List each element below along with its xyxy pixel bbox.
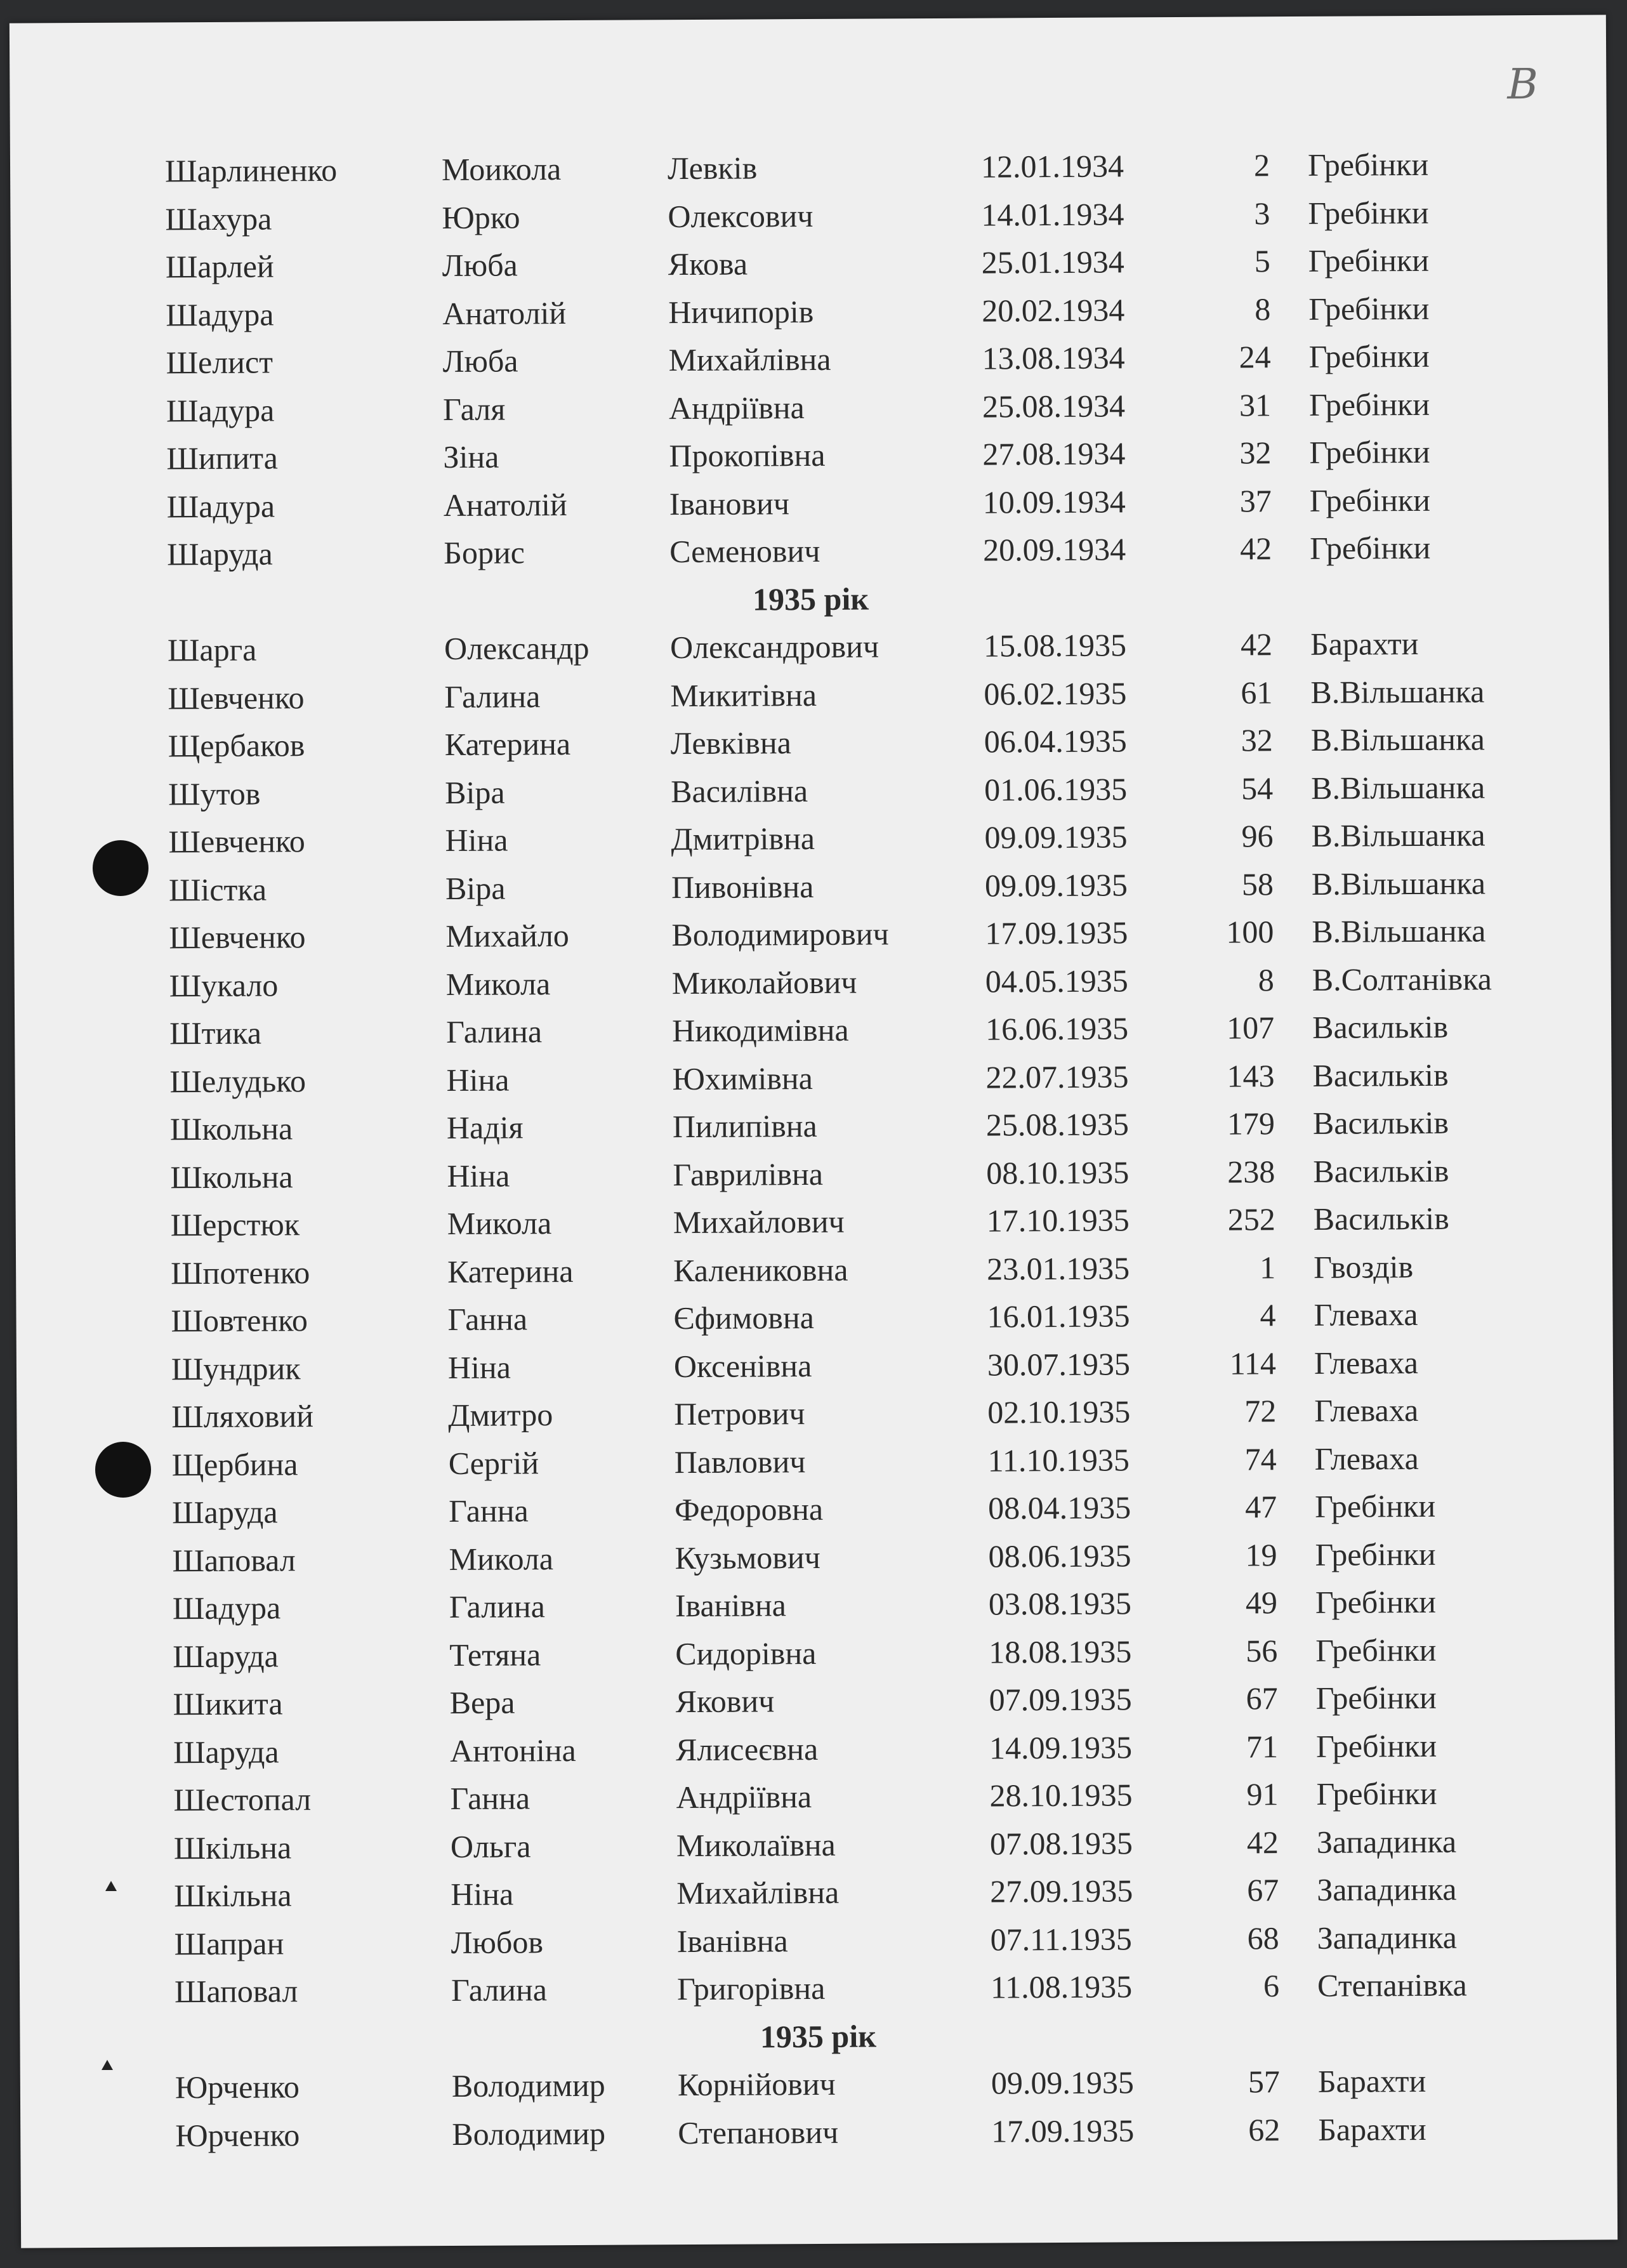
name-cell: Люба (442, 343, 518, 379)
record-number-cell: 2 (1253, 147, 1270, 183)
birth-register-table (10, 15, 1617, 2248)
date-cell: 28.10.1935 (989, 1777, 1133, 1814)
surname-cell: Шарга (167, 631, 257, 668)
surname-cell: Школьна (169, 1111, 293, 1147)
record-number-cell: 31 (1239, 386, 1272, 423)
village-cell: Гребінки (1308, 290, 1430, 327)
village-cell: В.Вільшанка (1311, 864, 1486, 902)
record-number-cell: 238 (1227, 1153, 1275, 1190)
date-cell: 01.06.1935 (984, 770, 1128, 808)
patronymic-cell: Сидорівна (675, 1635, 817, 1671)
table-row (16, 1193, 1612, 1249)
surname-cell: Шестопал (173, 1781, 312, 1818)
record-number-cell: 8 (1258, 961, 1274, 998)
date-cell: 07.09.1935 (989, 1681, 1132, 1718)
record-number-cell: 114 (1229, 1345, 1277, 1381)
patronymic-cell: Ничипорів (668, 293, 814, 330)
patronymic-cell: Миколаївна (676, 1826, 836, 1863)
record-number-cell: 71 (1246, 1728, 1279, 1764)
patronymic-cell: Якович (675, 1683, 775, 1720)
name-cell: Тетяна (449, 1636, 541, 1673)
record-number-cell: 42 (1240, 626, 1273, 663)
table-row (18, 1768, 1615, 1824)
record-number-cell: 67 (1246, 1680, 1278, 1717)
name-cell: Михайло (445, 918, 569, 954)
name-cell: Віра (445, 774, 505, 810)
patronymic-cell: Іванівна (676, 1922, 788, 1959)
surname-cell: Шаповал (172, 1541, 296, 1578)
date-cell: 16.01.1935 (987, 1298, 1130, 1335)
name-cell: Ольга (450, 1828, 531, 1864)
name-cell: Дмитро (448, 1397, 553, 1434)
record-number-cell: 179 (1227, 1105, 1275, 1142)
table-row (19, 1912, 1616, 1968)
table-row (11, 426, 1608, 483)
village-cell: Гребінки (1315, 1679, 1437, 1716)
date-cell: 14.09.1935 (989, 1729, 1133, 1766)
name-cell: Віра (445, 870, 506, 906)
patronymic-cell: Андріївна (668, 389, 805, 426)
surname-cell: Шахура (165, 200, 272, 237)
surname-cell: Шаруда (167, 536, 273, 572)
table-row (18, 1625, 1614, 1681)
village-cell: Гребінки (1310, 529, 1431, 566)
surname-cell: Шукало (169, 966, 279, 1003)
surname-cell: Шістка (168, 871, 267, 907)
date-cell: 11.08.1935 (990, 1968, 1133, 2005)
name-cell: Сергій (448, 1444, 539, 1481)
table-row (20, 2055, 1617, 2112)
village-cell: В.Вільшанка (1311, 768, 1485, 806)
patronymic-cell: Михайлівна (676, 1874, 840, 1911)
name-cell: Галина (451, 1972, 548, 2008)
tick-mark (105, 1881, 117, 1891)
name-cell: Галина (444, 678, 541, 715)
village-cell: Васильків (1312, 1057, 1449, 1093)
record-number-cell: 4 (1260, 1297, 1276, 1333)
record-number-cell: 68 (1247, 1920, 1279, 1956)
date-cell: 25.08.1935 (985, 1106, 1130, 1143)
year-heading: 1935 рік (760, 2018, 877, 2054)
table-row (11, 235, 1607, 291)
table-row (20, 2104, 1617, 2160)
surname-cell: Шундрик (171, 1350, 301, 1387)
date-cell: 09.09.1935 (984, 819, 1128, 855)
surname-cell: Шевченко (168, 679, 305, 716)
village-cell: Васильків (1312, 1104, 1449, 1141)
record-number-cell: 56 (1246, 1632, 1278, 1668)
village-cell: Гребінки (1308, 194, 1429, 231)
table-row (13, 762, 1610, 819)
record-number-cell: 67 (1247, 1872, 1279, 1908)
name-cell: Володимир (452, 2115, 606, 2152)
name-cell: Микола (449, 1540, 554, 1577)
village-cell: Гребінки (1308, 338, 1430, 374)
record-number-cell: 72 (1244, 1393, 1277, 1429)
record-number-cell: 5 (1254, 243, 1270, 279)
patronymic-cell: Миколайович (671, 964, 857, 1001)
date-cell: 09.09.1935 (991, 2064, 1134, 2101)
name-cell: Ганна (450, 1780, 530, 1817)
surname-cell: Шадура (166, 392, 275, 428)
surname-cell: Шипита (166, 440, 278, 477)
patronymic-cell: Михайлович (673, 1203, 845, 1241)
surname-cell: Шаруда (173, 1733, 279, 1770)
year-heading: 1935 рік (752, 581, 869, 617)
date-cell: 15.08.1935 (983, 627, 1127, 664)
name-cell: Антоніна (449, 1732, 576, 1769)
table-row (15, 1050, 1611, 1106)
name-cell: Юрко (442, 199, 520, 235)
record-number-cell: 100 (1226, 914, 1274, 950)
table-row (16, 1385, 1613, 1441)
village-cell: Гребінки (1315, 1583, 1437, 1620)
surname-cell: Шикита (173, 1685, 283, 1722)
surname-cell: Юрченко (175, 2069, 300, 2106)
table-row (18, 1576, 1614, 1633)
surname-cell: Шкільна (174, 1877, 292, 1914)
name-cell: Володимир (451, 2067, 605, 2104)
village-cell: Гвоздів (1313, 1248, 1414, 1285)
patronymic-cell: Юхимівна (672, 1060, 813, 1097)
record-number-cell: 107 (1227, 1010, 1275, 1046)
village-cell: В.Солтанівка (1312, 960, 1492, 998)
patronymic-cell: Петрович (674, 1395, 805, 1432)
table-row (15, 954, 1611, 1010)
name-cell: Галя (442, 391, 506, 427)
table-row (16, 1289, 1612, 1345)
table-row (11, 379, 1608, 435)
name-cell: Микола (445, 965, 551, 1002)
name-cell: Ганна (447, 1301, 528, 1338)
surname-cell: Шовтенко (171, 1302, 308, 1339)
village-cell: Гребінки (1309, 482, 1431, 518)
patronymic-cell: Семенович (669, 532, 820, 570)
table-row (11, 331, 1607, 387)
name-cell: Ніна (446, 1062, 510, 1098)
village-cell: Глеваха (1314, 1392, 1419, 1428)
village-cell: Степанівка (1317, 1967, 1467, 2003)
village-cell: Гребінки (1308, 386, 1430, 423)
patronymic-cell: Прокопівна (669, 437, 826, 474)
table-row (17, 1433, 1614, 1489)
date-cell: 23.01.1935 (986, 1249, 1130, 1287)
patronymic-cell: Корнійович (677, 2066, 836, 2103)
table-row (13, 714, 1610, 770)
village-cell: Западинка (1317, 1919, 1458, 1956)
surname-cell: Шпотенко (171, 1254, 310, 1291)
record-number-cell: 1 (1259, 1249, 1276, 1285)
date-cell: 04.05.1935 (985, 962, 1128, 999)
record-number-cell: 8 (1255, 291, 1271, 327)
record-number-cell: 47 (1244, 1489, 1277, 1525)
date-cell: 06.04.1935 (984, 723, 1127, 760)
surname-cell: Шаповал (174, 1973, 298, 2010)
date-cell: 17.09.1935 (985, 914, 1128, 951)
patronymic-cell: Дмитрівна (671, 820, 815, 857)
date-cell: 22.07.1935 (985, 1058, 1129, 1095)
date-cell: 20.02.1934 (982, 291, 1125, 329)
record-number-cell: 32 (1241, 722, 1273, 758)
village-cell: Глеваха (1314, 1440, 1419, 1477)
date-cell: 11.10.1935 (987, 1441, 1130, 1479)
village-cell: Гребінки (1309, 433, 1430, 470)
date-cell: 06.02.1935 (984, 675, 1127, 712)
patronymic-cell: Левківна (670, 725, 792, 761)
name-cell: Люба (442, 247, 518, 284)
table-row (16, 1337, 1613, 1394)
record-number-cell: 61 (1241, 674, 1273, 710)
village-cell: В.Вільшанка (1310, 721, 1485, 758)
page-mark: В (1507, 59, 1539, 109)
village-cell: Гребінки (1314, 1487, 1436, 1524)
surname-cell: Шкільна (173, 1829, 292, 1866)
table-row (17, 1480, 1614, 1537)
surname-cell: Шадура (166, 296, 274, 333)
record-number-cell: 58 (1241, 866, 1274, 902)
patronymic-cell: Михайлівна (668, 341, 831, 378)
surname-cell: Шарлиненко (164, 152, 338, 189)
table-row (19, 1864, 1616, 1920)
date-cell: 13.08.1934 (982, 340, 1125, 376)
date-cell: 18.08.1935 (989, 1633, 1132, 1670)
village-cell: Васильків (1313, 1200, 1449, 1237)
punch-hole (93, 840, 148, 896)
table-row (13, 618, 1609, 675)
name-cell: Катерина (447, 1253, 574, 1289)
date-cell: 10.09.1934 (982, 483, 1126, 520)
patronymic-cell: Олексович (668, 197, 814, 234)
patronymic-cell: Павлович (674, 1443, 806, 1480)
surname-cell: Шаруда (173, 1637, 279, 1674)
record-number-cell: 6 (1263, 1968, 1280, 2004)
surname-cell: Щербина (171, 1446, 298, 1482)
village-cell: В.Вільшанка (1311, 817, 1485, 854)
record-number-cell: 49 (1245, 1585, 1278, 1621)
surname-cell: Шелист (166, 344, 273, 381)
table-row (20, 1960, 1616, 2016)
date-cell: 02.10.1935 (987, 1394, 1131, 1430)
table-row (12, 522, 1609, 579)
record-number-cell: 37 (1239, 482, 1272, 518)
surname-cell: Шаруда (171, 1494, 278, 1531)
name-cell: Зіна (443, 438, 499, 475)
date-cell: 30.07.1935 (987, 1345, 1131, 1383)
date-cell: 17.10.1935 (986, 1202, 1130, 1239)
table-row (13, 810, 1610, 866)
surname-cell: Шадура (166, 487, 275, 524)
document-page (10, 15, 1617, 2248)
surname-cell: Щербаков (168, 727, 305, 764)
tick-mark (102, 2060, 113, 2070)
surname-cell: Шапран (174, 1925, 284, 1961)
patronymic-cell: Володимирович (671, 916, 889, 953)
name-cell: Ніна (447, 1157, 510, 1194)
table-row (18, 1720, 1615, 1777)
village-cell: Глеваха (1314, 1344, 1419, 1381)
date-cell: 09.09.1935 (984, 866, 1128, 904)
surname-cell: Шевченко (168, 823, 305, 860)
date-cell: 08.10.1935 (986, 1154, 1130, 1191)
name-cell: Анатолій (443, 486, 567, 523)
table-row (14, 906, 1611, 962)
record-number-cell: 3 (1254, 195, 1270, 231)
date-cell: 16.06.1935 (985, 1010, 1129, 1047)
name-cell: Галина (449, 1588, 546, 1625)
patronymic-cell: Пивонівна (671, 868, 814, 905)
record-number-cell: 143 (1227, 1057, 1275, 1094)
surname-cell: Шутов (168, 775, 261, 812)
date-cell: 08.06.1935 (988, 1537, 1131, 1574)
record-number-cell: 42 (1240, 531, 1272, 567)
patronymic-cell: Левків (667, 150, 758, 187)
table-row (13, 666, 1609, 723)
village-cell: Барахти (1318, 2111, 1426, 2147)
table-row (11, 283, 1607, 340)
patronymic-cell: Іванович (669, 485, 790, 522)
patronymic-cell: Микитівна (670, 676, 817, 713)
date-cell: 03.08.1935 (988, 1585, 1132, 1622)
patronymic-cell: Василівна (671, 772, 808, 809)
record-number-cell: 252 (1227, 1201, 1275, 1237)
date-cell: 07.11.1935 (990, 1920, 1132, 1958)
surname-cell: Штика (169, 1015, 262, 1052)
name-cell: Ніна (451, 1876, 514, 1913)
table-row (14, 858, 1611, 914)
name-cell: Надія (446, 1109, 524, 1146)
table-row (12, 475, 1609, 531)
surname-cell: Шадура (172, 1590, 281, 1626)
patronymic-cell: Григорівна (676, 1970, 826, 2007)
table-row (18, 1672, 1615, 1729)
name-cell: Ганна (448, 1493, 529, 1529)
village-cell: Барахти (1310, 625, 1419, 662)
table-row (15, 1097, 1612, 1154)
village-cell: Глеваха (1314, 1296, 1418, 1333)
village-cell: Гребінки (1307, 146, 1429, 183)
village-cell: В.Вільшанка (1312, 913, 1486, 949)
date-cell: 25.01.1934 (981, 244, 1124, 280)
patronymic-cell: Калениковна (673, 1251, 848, 1288)
village-cell: Западинка (1317, 1871, 1457, 1908)
table-row (10, 139, 1607, 195)
record-number-cell: 57 (1248, 2064, 1280, 2100)
date-cell: 25.08.1934 (982, 387, 1126, 425)
surname-cell: Школьна (170, 1158, 293, 1195)
village-cell: Васильків (1312, 1008, 1449, 1045)
name-cell: Галина (446, 1013, 543, 1050)
table-row (19, 1816, 1616, 1873)
record-number-cell: 32 (1239, 435, 1272, 471)
name-cell: Ніна (447, 1349, 511, 1385)
village-cell: Западинка (1316, 1823, 1457, 1860)
surname-cell: Шляховий (171, 1398, 314, 1435)
name-cell: Любов (451, 1923, 544, 1960)
name-cell: Катерина (444, 725, 571, 763)
name-cell: Моикола (441, 151, 562, 188)
patronymic-cell: Єфимовна (673, 1299, 815, 1336)
patronymic-cell: Федоровна (674, 1491, 824, 1528)
village-cell: Гребінки (1315, 1632, 1437, 1668)
village-cell: Гребінки (1316, 1775, 1437, 1812)
table-row (16, 1241, 1612, 1298)
village-cell: Барахти (1317, 2062, 1426, 2099)
patronymic-cell: Гаврилівна (673, 1156, 824, 1192)
village-cell: В.Вільшанка (1310, 673, 1485, 710)
record-number-cell: 24 (1239, 339, 1271, 375)
table-row (15, 1145, 1612, 1202)
name-cell: Вера (449, 1684, 515, 1721)
name-cell: Анатолій (442, 294, 567, 331)
record-number-cell: 19 (1245, 1536, 1277, 1572)
date-cell: 14.01.1934 (981, 195, 1124, 233)
surname-cell: Шевченко (169, 919, 306, 956)
patronymic-cell: Олександрович (669, 628, 879, 666)
date-cell: 12.01.1934 (980, 148, 1124, 185)
patronymic-cell: Ялисеєвна (675, 1731, 819, 1767)
name-cell: Микола (447, 1205, 552, 1242)
date-cell: 27.09.1935 (990, 1873, 1133, 1909)
table-row (10, 187, 1607, 244)
patronymic-cell: Якова (668, 246, 748, 282)
surname-cell: Юрченко (175, 2116, 300, 2153)
patronymic-cell: Никодимівна (672, 1012, 849, 1049)
patronymic-cell: Оксенівна (673, 1347, 812, 1384)
patronymic-cell: Іванівна (675, 1587, 787, 1624)
date-cell: 27.08.1934 (982, 435, 1126, 472)
patronymic-cell: Кузьмович (675, 1539, 820, 1576)
record-number-cell: 74 (1244, 1441, 1277, 1477)
village-cell: Гребінки (1315, 1727, 1437, 1764)
name-cell: Борис (444, 534, 525, 571)
punch-hole (95, 1442, 151, 1498)
surname-cell: Шерстюк (170, 1206, 300, 1243)
date-cell: 08.04.1935 (987, 1489, 1131, 1526)
patronymic-cell: Андріївна (676, 1779, 812, 1816)
patronymic-cell: Степанович (678, 2114, 839, 2151)
table-row (15, 1001, 1611, 1058)
date-cell: 20.09.1934 (983, 531, 1126, 568)
record-number-cell: 96 (1241, 818, 1274, 854)
record-number-cell: 62 (1248, 2111, 1281, 2147)
record-number-cell: 91 (1246, 1776, 1279, 1812)
surname-cell: Шарлей (165, 248, 274, 285)
patronymic-cell: Пилипівна (672, 1107, 817, 1145)
record-number-cell: 42 (1246, 1824, 1279, 1860)
record-number-cell: 54 (1241, 770, 1274, 806)
name-cell: Ніна (445, 822, 508, 859)
name-cell: Олександр (444, 630, 590, 667)
date-cell: 17.09.1935 (991, 2112, 1135, 2149)
village-cell: Гребінки (1308, 242, 1430, 279)
surname-cell: Шелудько (169, 1062, 306, 1099)
village-cell: Гребінки (1315, 1536, 1436, 1572)
date-cell: 07.08.1935 (989, 1824, 1133, 1862)
table-row (17, 1529, 1614, 1585)
village-cell: Васильків (1313, 1152, 1449, 1189)
